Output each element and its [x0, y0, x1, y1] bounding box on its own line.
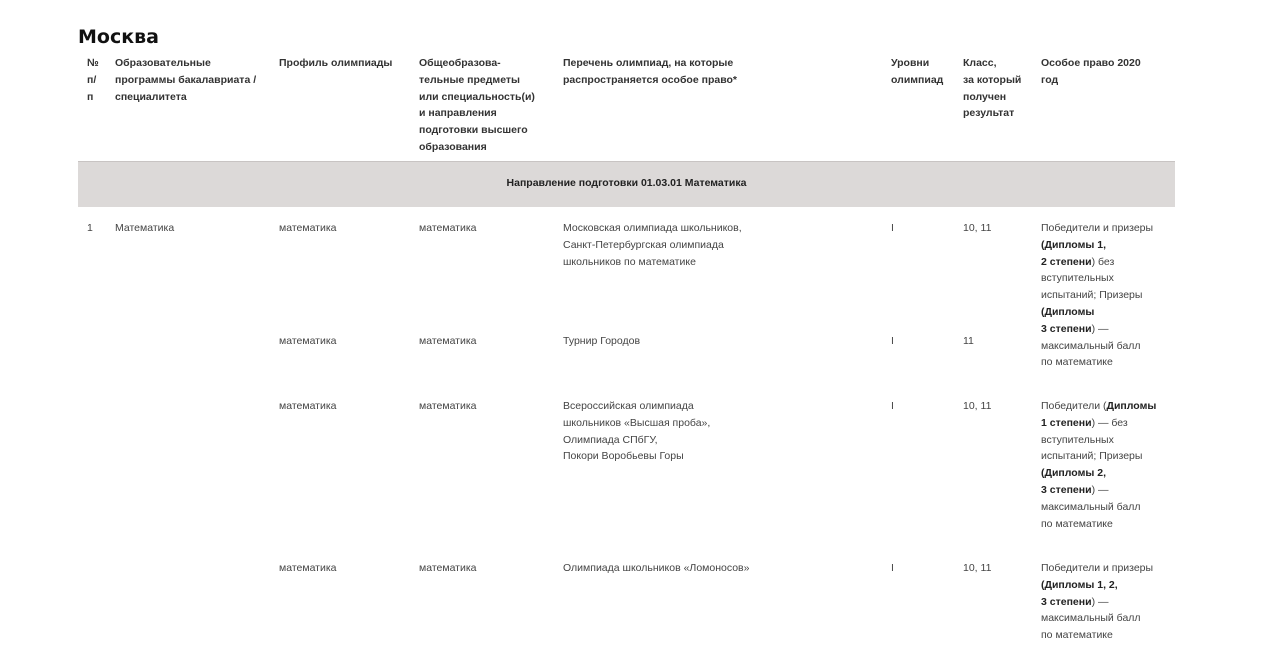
right-line: испытаний; Призеры: [1041, 289, 1143, 302]
olympiad-line: школьников «Высшая проба»,: [563, 416, 711, 429]
right-text: (: [1041, 467, 1045, 480]
right-text: (: [1041, 238, 1045, 251]
row-subject: математика: [419, 562, 477, 574]
header-olympiads-line: Перечень олимпиад, на которые: [563, 57, 734, 69]
row-olympiads: [563, 398, 710, 465]
right-line: [1041, 304, 1153, 321]
header-olympiads: [563, 55, 737, 89]
right-line: [1041, 482, 1156, 499]
olympiad-line: Московская олимпиада школьников,: [563, 222, 742, 234]
header-programs-line: программы бакалавриата /: [115, 73, 257, 86]
olympiad-line: Олимпиада школьников «Ломоносов»: [563, 562, 750, 574]
row-level: I: [891, 562, 894, 574]
right-bold: Дипломы 2,: [1044, 467, 1106, 480]
row-profile: математика: [279, 400, 337, 412]
header-subjects: [419, 55, 535, 156]
header-subjects-line: тельные предметы: [419, 73, 521, 86]
right-line: [1041, 321, 1153, 338]
section-label: Направление подготовки 01.03.01 Математика: [506, 177, 747, 189]
header-profile: [279, 55, 392, 72]
row-program: Математика: [115, 222, 175, 234]
row-olympiads: [563, 220, 742, 270]
right-line: максимальный балл: [1041, 500, 1141, 513]
right-line: по математике: [1041, 517, 1113, 530]
right-bold: Дипломы 1,: [1044, 238, 1106, 251]
row-level: I: [891, 335, 894, 347]
right-text: ) — без: [1091, 416, 1128, 429]
header-profile-line: Профиль олимпиады: [279, 57, 393, 69]
header-olympiads-line: распространяется особое право*: [563, 73, 738, 86]
right-line: по математике: [1041, 629, 1113, 642]
right-text: ) —: [1091, 483, 1109, 496]
right-line: максимальный балл: [1041, 339, 1141, 352]
row-level: I: [891, 400, 894, 412]
right-line: [1041, 594, 1153, 611]
header-programs-line: Образовательные: [115, 57, 211, 69]
row-grade: 11: [963, 335, 974, 347]
row-subject: математика: [419, 335, 477, 347]
row-special-right: [1041, 398, 1156, 532]
header-grade-line: Класс,: [963, 57, 997, 69]
olympiad-line: школьников по математике: [563, 255, 696, 268]
row-subject: математика: [419, 222, 477, 234]
right-text: Победители (: [1041, 400, 1107, 412]
olympiad-line: Турнир Городов: [563, 335, 641, 347]
olympiad-line: Олимпиада СПбГУ,: [563, 433, 658, 446]
header-subjects-line: подготовки высшего: [419, 124, 528, 137]
header-special-right-line: год: [1041, 73, 1059, 86]
right-text: (: [1041, 578, 1045, 591]
olympiad-line: Всероссийская олимпиада: [563, 400, 694, 412]
row-grade: 10, 11: [963, 222, 992, 234]
header-number-line: п: [87, 90, 94, 103]
header-number-line: п/: [87, 73, 97, 86]
right-line: вступительных: [1041, 272, 1114, 285]
right-bold: 3 степени: [1041, 483, 1092, 496]
right-line: [1041, 415, 1156, 432]
row-grade: 10, 11: [963, 400, 992, 412]
row-profile: математика: [279, 562, 337, 574]
page-title: Москва: [78, 26, 159, 48]
header-special-right-line: Особое право 2020: [1041, 57, 1141, 69]
header-programs: [115, 55, 256, 105]
row-olympiads: [563, 560, 749, 577]
right-bold: Дипломы 1, 2,: [1044, 578, 1118, 591]
row-special-right: [1041, 560, 1153, 644]
right-line: [1041, 577, 1153, 594]
right-bold: 1 степени: [1041, 416, 1092, 429]
header-grade-line: результат: [963, 107, 1015, 120]
right-line: [1041, 465, 1156, 482]
right-line: вступительных: [1041, 433, 1114, 446]
row-level: I: [891, 222, 894, 234]
right-line: Победители и призеры: [1041, 222, 1154, 234]
right-line: [1041, 398, 1156, 415]
right-bold: 2 степени: [1041, 255, 1092, 268]
header-levels: [891, 55, 943, 89]
right-bold: Дипломы: [1106, 400, 1157, 412]
header-subjects-line: образования: [419, 140, 487, 153]
header-subjects-line: или специальность(и): [419, 90, 535, 103]
right-text: ) —: [1091, 595, 1109, 608]
header-grade: [963, 55, 1021, 122]
right-line: испытаний; Призеры: [1041, 450, 1143, 463]
header-subjects-line: и направления: [419, 107, 497, 120]
row-number: 1: [87, 222, 93, 234]
header-levels-line: олимпиад: [891, 73, 944, 86]
header-levels-line: Уровни: [891, 57, 930, 69]
row-profile: математика: [279, 335, 337, 347]
header-number: [87, 55, 99, 105]
right-line: [1041, 254, 1153, 271]
right-line: максимальный балл: [1041, 612, 1141, 625]
right-line: по математике: [1041, 356, 1113, 369]
header-programs-line: специалитета: [115, 90, 187, 103]
right-bold: 3 степени: [1041, 322, 1092, 335]
row-special-right: [1041, 220, 1153, 371]
row-profile: математика: [279, 222, 337, 234]
right-text: ) без: [1091, 255, 1115, 268]
right-text: (: [1041, 305, 1045, 318]
right-text: ) —: [1091, 322, 1109, 335]
right-bold: Дипломы: [1044, 305, 1095, 318]
right-line: [1041, 237, 1153, 254]
section-band: [78, 161, 1175, 207]
row-grade: 10, 11: [963, 562, 992, 574]
right-line: Победители и призеры: [1041, 562, 1154, 574]
olympiad-line: Санкт-Петербургская олимпиада: [563, 238, 724, 251]
olympiad-line: Покори Воробьевы Горы: [563, 450, 684, 463]
header-grade-line: за который: [963, 73, 1022, 86]
header-number-line: №: [87, 57, 99, 69]
row-subject: математика: [419, 400, 477, 412]
header-grade-line: получен: [963, 90, 1007, 103]
header-subjects-line: Общеобразова-: [419, 57, 501, 69]
header-special-right: [1041, 55, 1141, 89]
right-bold: 3 степени: [1041, 595, 1092, 608]
row-olympiads: [563, 333, 640, 350]
